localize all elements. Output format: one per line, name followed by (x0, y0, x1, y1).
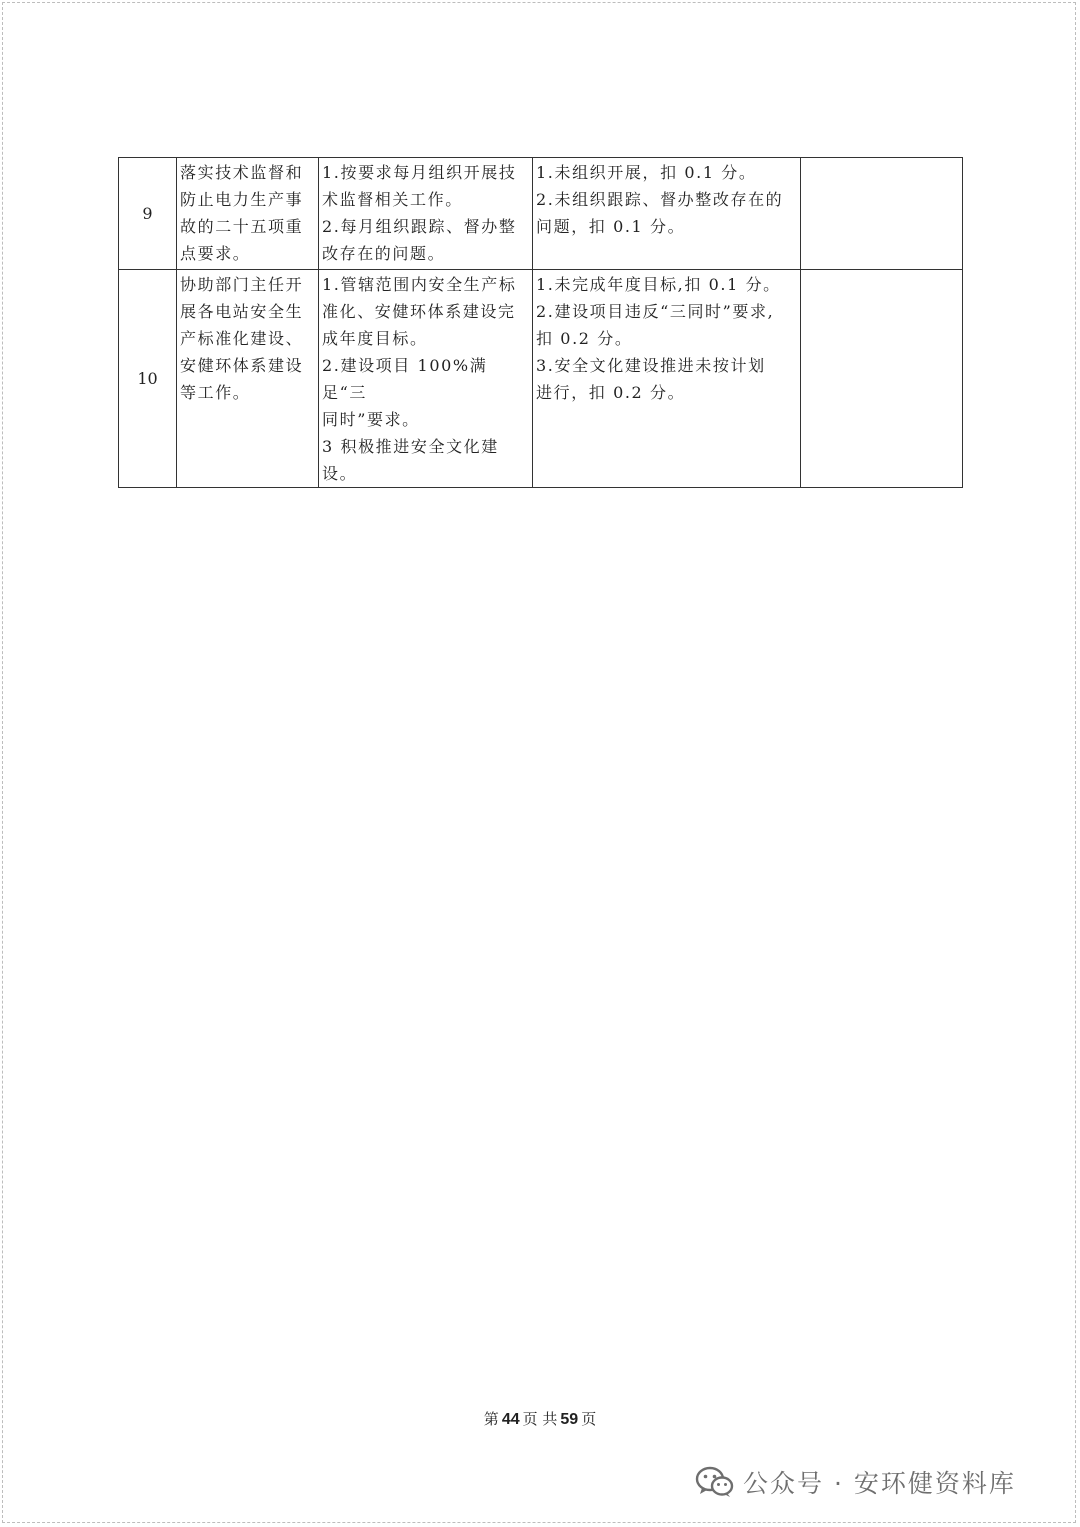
wechat-icon (695, 1465, 735, 1499)
watermark (695, 1464, 1016, 1500)
footer-prefix: 第 (483, 1410, 499, 1428)
task-cell: 协助部门主任开 展各电站安全生 产标准化建设、 安健环体系建设 等工作。 (177, 270, 319, 488)
watermark-text: 公众号 · 安环健资料库 (743, 1469, 1016, 1498)
page-number-footer (0, 1408, 1080, 1429)
score-table (118, 157, 963, 488)
table-row (119, 158, 963, 270)
remark-cell (801, 158, 963, 270)
standard-cell: 1.管辖范围内安全生产标 准化、安健环体系建设完 成年度目标。 2.建设项目 100%满足“三 同时”要求。 3 积极推进安全文化建 设。 (319, 270, 533, 488)
footer-middle: 页 共 (522, 1410, 558, 1428)
row-number: 9 (119, 158, 177, 270)
footer-suffix: 页 (581, 1410, 597, 1428)
standard-cell: 1.按要求每月组织开展技 术监督相关工作。 2.每月组织跟踪、督办整 改存在的问题。 (319, 158, 533, 270)
total-pages-number: 59 (560, 1411, 579, 1428)
row-number: 10 (119, 270, 177, 488)
task-cell: 落实技术监督和 防止电力生产事 故的二十五项重 点要求。 (177, 158, 319, 270)
current-page-number: 44 (501, 1411, 520, 1428)
remark-cell (801, 270, 963, 488)
deduction-cell: 1.未完成年度目标,扣 0.1 分。 2.建设项目违反“三同时”要求, 扣 0.2 分。 3.安全文化建设推进未按计划 进行，扣 0.2 分。 (533, 270, 801, 488)
table-row (119, 270, 963, 488)
deduction-cell: 1.未组织开展，扣 0.1 分。 2.未组织跟踪、督办整改存在的 问题，扣 0.1 分。 (533, 158, 801, 270)
